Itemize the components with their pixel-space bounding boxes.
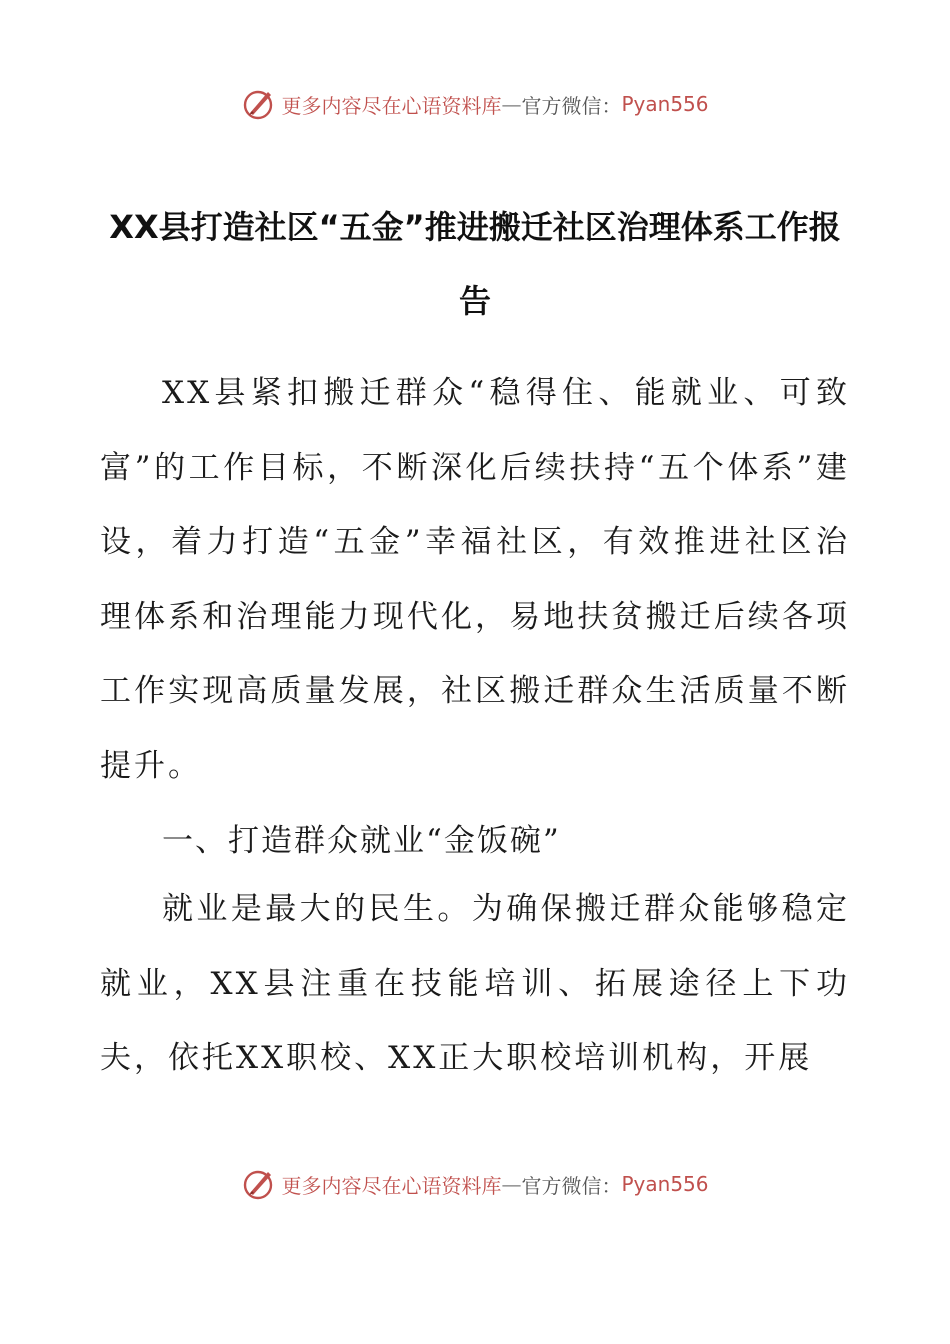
banner-wechat-id: Pyan556	[621, 1172, 709, 1196]
banner-separator: —	[501, 1172, 522, 1196]
intro-paragraph: XX县紧扣搬迁群众“稳得住、能就业、可致富”的工作目标，不断深化后续扶持“五个体系”建设，着力打造“五金”幸福社区，有效推进社区治理体系和治理能力现代化，易地扶贫搬迁后续各项工作实现高质量发展，社区搬迁群众生活质量不断提升。	[100, 375, 850, 784]
header-banner	[0, 82, 950, 126]
banner-wechat-id: Pyan556	[621, 92, 709, 116]
section-1-paragraph: 就业是最大的民生。为确保搬迁群众能够稳定就业，XX县注重在技能培训、拓展途径上下功夫，依托XX职校、XX正大职校培训机构，开展	[100, 891, 850, 1077]
quill-pen-logo-icon	[241, 1166, 277, 1202]
quill-pen-logo-icon	[241, 86, 277, 122]
banner-brand-text: 更多内容尽在心语资料库	[281, 1173, 502, 1198]
banner-brand-text: 更多内容尽在心语资料库	[281, 93, 502, 118]
document-title: XX县打造社区“五金”推进搬迁社区治理体系工作报告	[109, 208, 841, 320]
section-1-heading: 一、打造群众就业“金饭碗”	[162, 823, 561, 859]
banner-separator: —	[501, 92, 522, 116]
banner-wechat-label: 官方微信：	[521, 93, 622, 118]
footer-banner	[0, 1162, 950, 1206]
banner-wechat-label: 官方微信：	[521, 1173, 622, 1198]
